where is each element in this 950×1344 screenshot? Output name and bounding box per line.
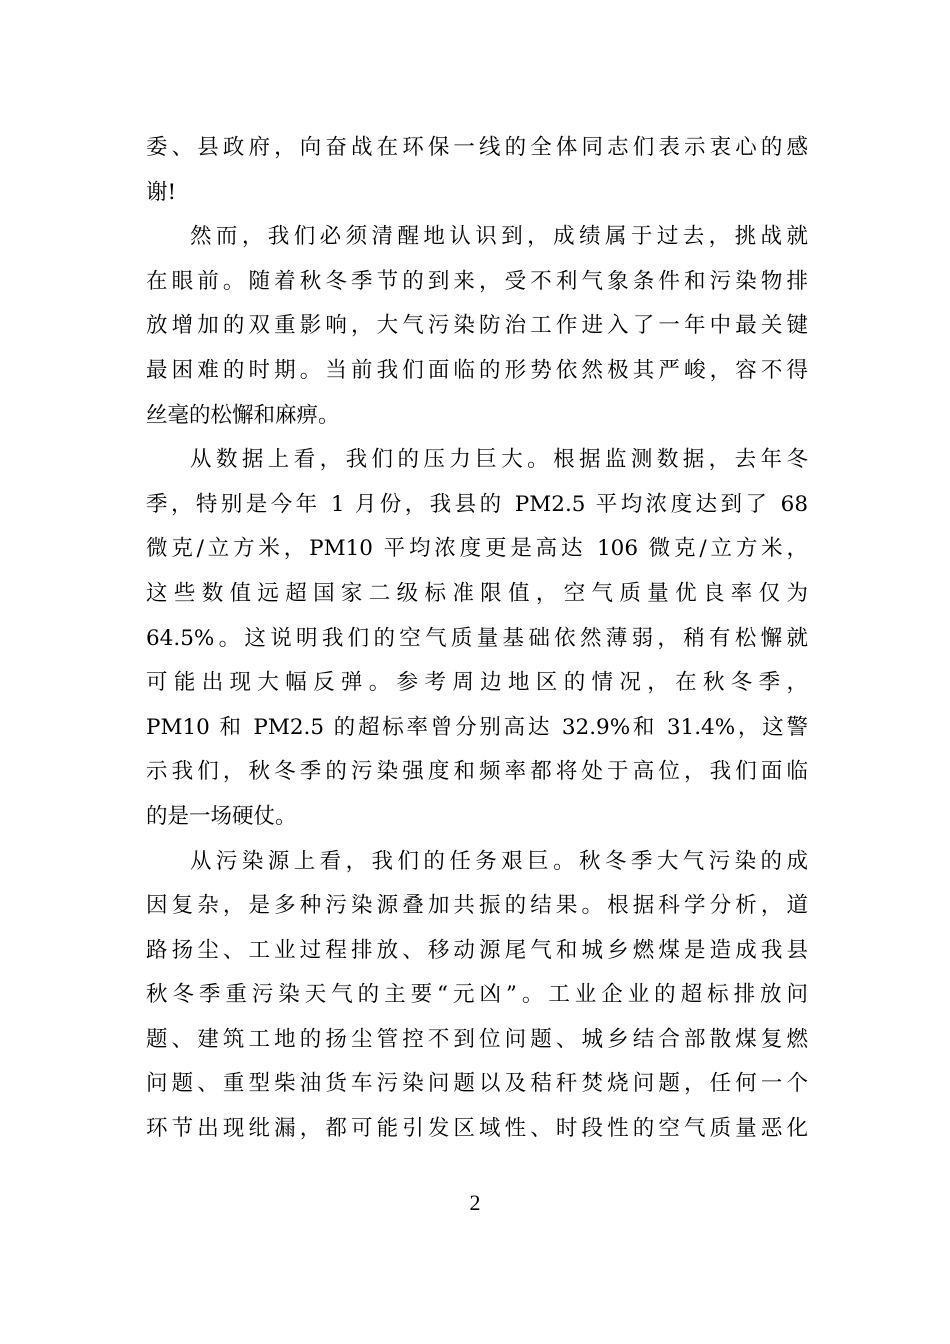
text-line: 最困难的时期。当前我们面临的形势依然极其严峻，容不得 bbox=[146, 357, 808, 383]
text-line: 在眼前。随着秋冬季节的到来，受不利气象条件和污染物排 bbox=[146, 268, 808, 294]
text-line: 64.5%。这说明我们的空气质量基础依然薄弱，稍有松懈就 bbox=[146, 625, 808, 651]
text-line: PM10 和 PM2.5 的超标率曾分别高达 32.9%和 31.4%，这警 bbox=[146, 714, 808, 740]
text-line: 这些数值远超国家二级标准限值，空气质量优良率仅为 bbox=[146, 580, 808, 606]
text-line: 环节出现纰漏，都可能引发区域性、时段性的空气质量恶化 bbox=[146, 1116, 808, 1142]
text-line: 丝毫的松懈和麻痹。 bbox=[146, 402, 340, 428]
text-line: 委、县政府，向奋战在环保一线的全体同志们表示衷心的感 bbox=[146, 135, 808, 160]
text-line: 秋冬季重污染天气的主要“元凶”。工业企业的超标排放问 bbox=[146, 982, 808, 1008]
text-line: 示我们，秋冬季的污染强度和频率都将处于高位，我们面临 bbox=[146, 759, 808, 785]
text-line: 问题、重型柴油货车污染问题以及秸秆焚烧问题，任何一个 bbox=[146, 1071, 808, 1097]
body-text bbox=[146, 126, 808, 1152]
paragraph-pollution-sources bbox=[146, 840, 808, 1152]
paragraph-data-pressure bbox=[146, 438, 808, 839]
text-line: 可能出现大幅反弹。参考周边地区的情况，在秋冬季， bbox=[146, 670, 808, 696]
text-line: 放增加的双重影响，大气污染防治工作进入了一年中最关键 bbox=[146, 313, 808, 339]
text-line: 题、建筑工地的扬尘管控不到位问题、城乡结合部散煤复燃 bbox=[146, 1026, 808, 1052]
text-line: 谢! bbox=[146, 179, 177, 205]
paragraph-thanks bbox=[146, 126, 808, 215]
paragraph-challenge bbox=[146, 215, 808, 438]
text-line: 路扬尘、工业过程排放、移动源尾气和城乡燃煤是造成我县 bbox=[146, 937, 808, 963]
text-line: 从数据上看，我们的压力巨大。根据监测数据，去年冬 bbox=[190, 447, 808, 473]
text-line: 从污染源上看，我们的任务艰巨。秋冬季大气污染的成 bbox=[190, 848, 808, 874]
text-line: 然而，我们必须清醒地认识到，成绩属于过去，挑战就 bbox=[190, 224, 808, 250]
text-line: 季，特别是今年 1 月份，我县的 PM2.5 平均浓度达到了 68 bbox=[146, 491, 808, 517]
text-line: 微克/立方米，PM10 平均浓度更是高达 106 微克/立方米， bbox=[146, 536, 808, 562]
text-line: 的是一场硬仗。 bbox=[146, 803, 297, 829]
page-number: 2 bbox=[469, 1190, 481, 1215]
text-line: 因复杂，是多种污染源叠加共振的结果。根据科学分析，道 bbox=[146, 893, 808, 919]
